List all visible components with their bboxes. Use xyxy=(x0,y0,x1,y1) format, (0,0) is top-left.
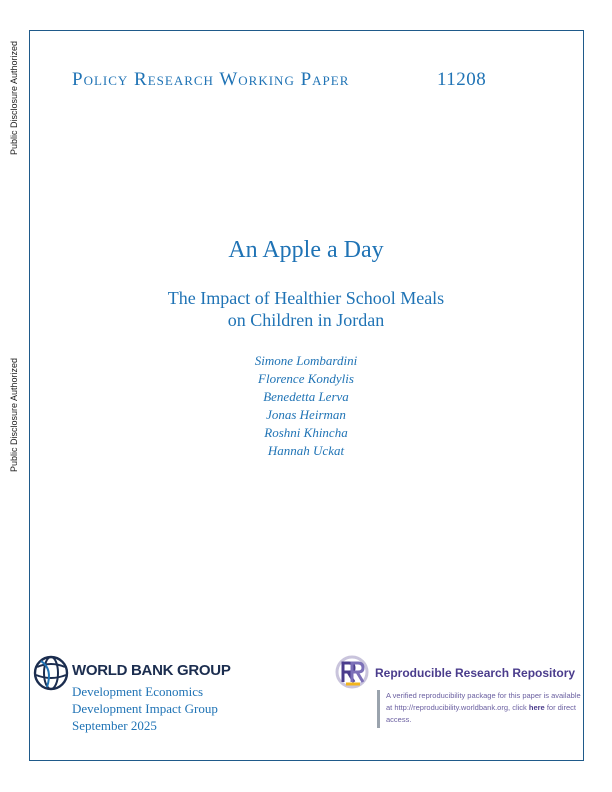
author-name: Benedetta Lerva xyxy=(263,389,349,404)
author-name: Roshni Khincha xyxy=(264,425,348,440)
unit-line: Development Economics xyxy=(72,684,204,699)
repository-note xyxy=(386,690,586,726)
author-name: Florence Kondylis xyxy=(258,371,354,386)
paper-subtitle xyxy=(0,287,612,331)
author-name: Hannah Uckat xyxy=(267,443,345,458)
paper-number: 11208 xyxy=(437,69,487,90)
subtitle-line: The Impact of Healthier School Meals xyxy=(167,288,445,308)
paper-title: An Apple a Day xyxy=(228,237,384,263)
wbg-units xyxy=(72,683,218,734)
repository-name: Reproducible Research Repository xyxy=(375,666,576,680)
world-bank-group-name: WORLD BANK GROUP xyxy=(72,662,231,679)
disclosure-label-top: Public Disclosure Authorized xyxy=(9,40,19,156)
reproducible-research-logo-icon xyxy=(333,655,371,694)
divider-bar xyxy=(377,690,380,728)
series-name: Policy Research Working Paper xyxy=(72,69,350,90)
note-text: click xyxy=(512,703,527,712)
subtitle-line: on Children in Jordan xyxy=(227,310,385,330)
author-list xyxy=(0,352,612,460)
unit-line: Development Impact Group xyxy=(72,701,218,716)
publication-date: September 2025 xyxy=(72,718,157,733)
world-bank-globe-icon xyxy=(33,655,69,696)
note-text: for direct access. xyxy=(386,703,576,724)
author-name: Jonas Heirman xyxy=(266,407,346,422)
here-link[interactable]: here xyxy=(528,703,545,712)
note-text: A verified reproducibility package for this paper is available at http://reproducibility.worldbank.org, xyxy=(386,691,581,712)
author-name: Simone Lombardini xyxy=(254,353,358,368)
disclosure-label-middle: Public Disclosure Authorized xyxy=(9,357,19,473)
